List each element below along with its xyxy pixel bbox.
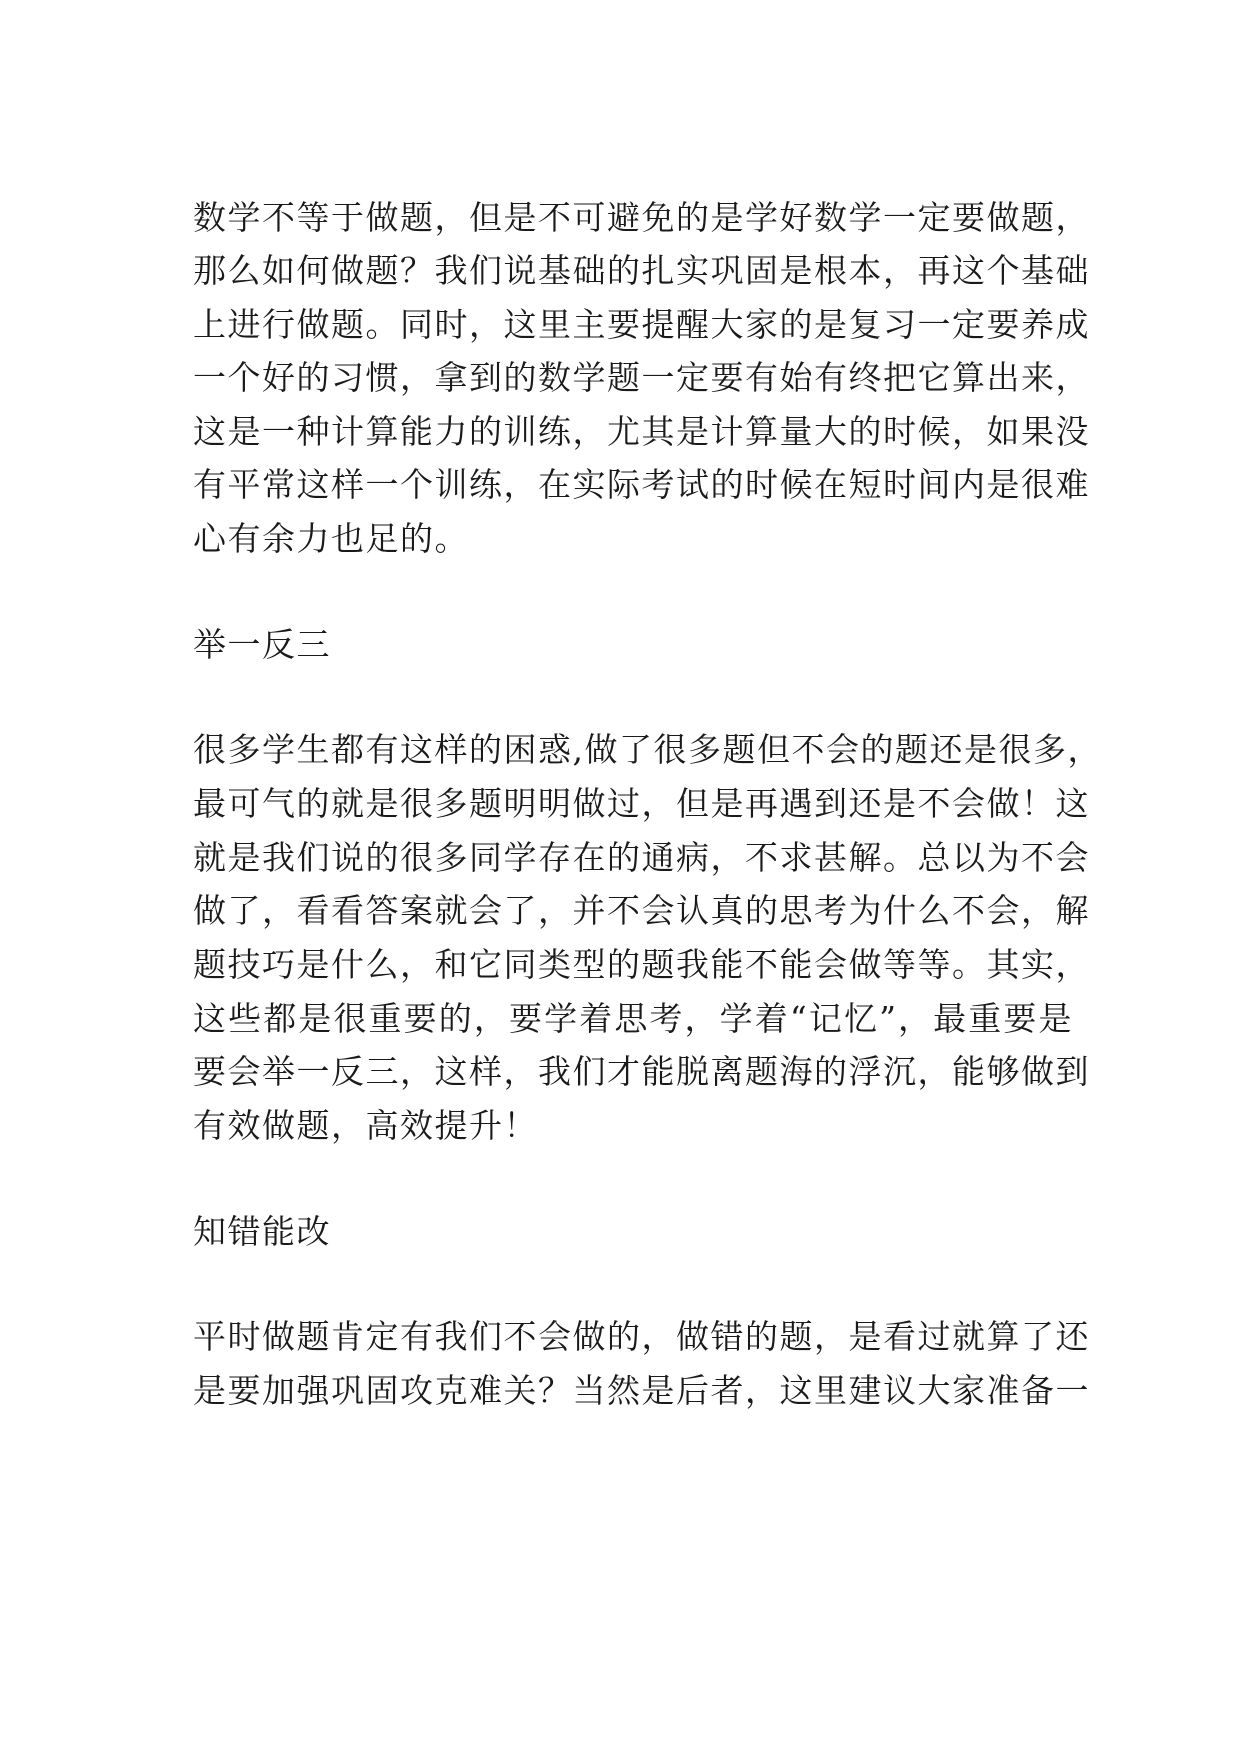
paragraph-line: 上进行做题。同时，这里主要提醒大家的是复习一定要养成 bbox=[193, 305, 1090, 344]
paragraph-line: 有效做题，高效提升！ bbox=[193, 1106, 538, 1145]
paragraph-line: 是要加强巩固攻克难关？当然是后者，这里建议大家准备一 bbox=[193, 1371, 1090, 1410]
paragraph-line: 就是我们说的很多同学存在的通病，不求甚解。总以为不会 bbox=[193, 838, 1090, 877]
paragraph-line: 这些都是很重要的，要学着思考，学着“记忆”，最重要是 bbox=[193, 999, 1073, 1038]
paragraph-line: 做了，看看答案就会了，并不会认真的思考为什么不会，解 bbox=[193, 891, 1090, 930]
paragraph-line: 心有余力也足的。 bbox=[193, 519, 469, 558]
paragraph-line: 一个好的习惯，拿到的数学题一定要有始有终把它算出来， bbox=[193, 358, 1090, 397]
paragraph-line: 最可气的就是很多题明明做过，但是再遇到还是不会做！这 bbox=[193, 784, 1090, 823]
section-heading: 举一反三 bbox=[193, 625, 331, 664]
paragraph-line: 要会举一反三，这样，我们才能脱离题海的浮沉，能够做到 bbox=[193, 1052, 1090, 1091]
section-heading: 知错能改 bbox=[193, 1212, 331, 1251]
paragraph-line: 很多学生都有这样的困惑,做了很多题但不会的题还是很多， bbox=[193, 730, 1102, 769]
paragraph-line: 有平常这样一个训练，在实际考试的时候在短时间内是很难 bbox=[193, 465, 1090, 504]
paragraph-line: 那么如何做题？我们说基础的扎实巩固是根本，再这个基础 bbox=[193, 251, 1090, 290]
paragraph-line: 题技巧是什么，和它同类型的题我能不能会做等等。其实， bbox=[193, 945, 1090, 984]
paragraph-line: 数学不等于做题，但是不可避免的是学好数学一定要做题， bbox=[193, 198, 1090, 237]
paragraph-line: 这是一种计算能力的训练，尤其是计算量大的时候，如果没 bbox=[193, 412, 1090, 451]
paragraph-line: 平时做题肯定有我们不会做的，做错的题，是看过就算了还 bbox=[193, 1317, 1090, 1356]
